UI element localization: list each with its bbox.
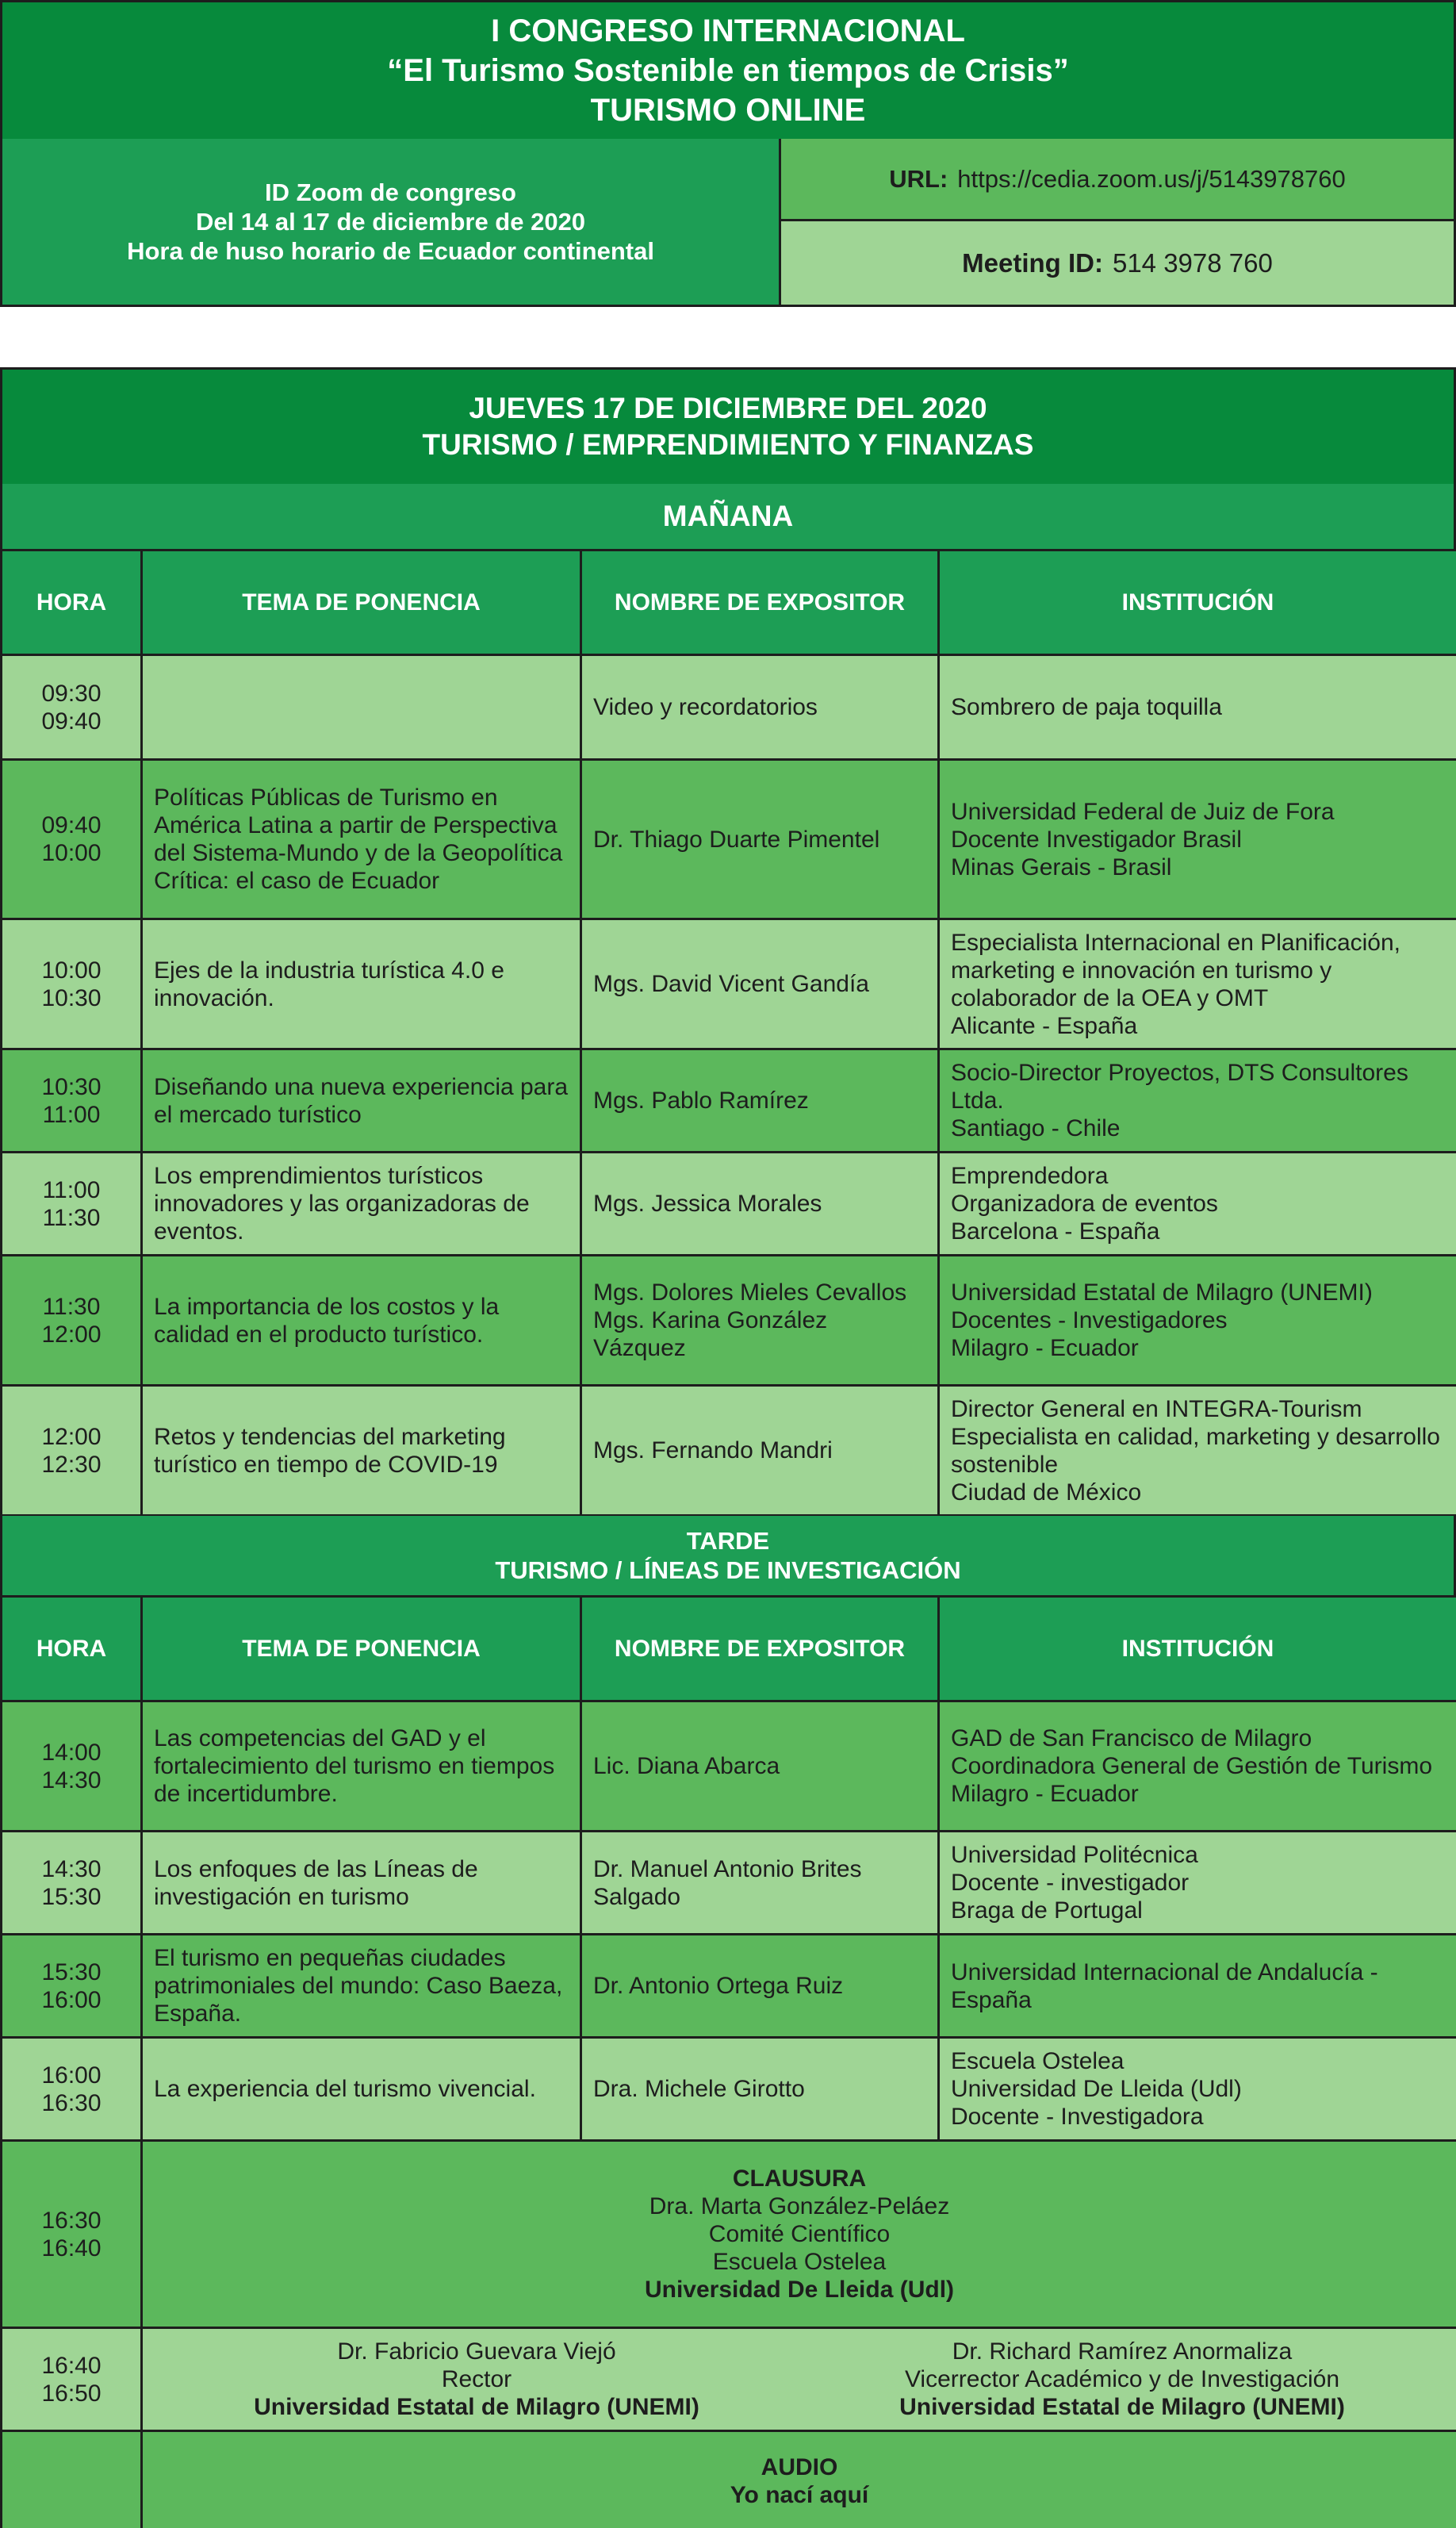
speaker-cell: Mgs. Fernando Mandri [581, 1386, 939, 1516]
institution-line: GAD de San Francisco de Milagro [951, 1725, 1312, 1751]
institution-line: Milagro - Ecuador [951, 1335, 1139, 1361]
institution-line: Minas Gerais - Brasil [951, 854, 1172, 880]
afternoon-section-title [0, 1516, 1456, 1598]
time-cell [2, 1386, 142, 1516]
end-time: 15:30 [41, 1883, 102, 1910]
schedule-row [2, 1049, 1456, 1153]
institution-line: Director General en INTEGRA-Tourism [951, 1395, 1362, 1422]
closing-title: CLAUSURA [732, 2165, 867, 2192]
time-cell [2, 919, 142, 1049]
col-header-hora: HORA [2, 550, 142, 655]
day-title-line-1: JUEVES 17 DE DICIEMBRE DEL 2020 [469, 392, 987, 424]
institution-line: Santiago - Chile [951, 1115, 1121, 1141]
end-time: 16:40 [41, 2235, 102, 2261]
end-time: 10:30 [41, 984, 102, 1011]
institution-line: Docente - investigador [951, 1870, 1190, 1896]
authority-left [254, 2338, 699, 2421]
institution-cell [939, 1701, 1456, 1832]
start-time: 16:30 [41, 2207, 102, 2234]
institution-line: Especialista en calidad, marketing y desarrollo sostenible [951, 1423, 1440, 1478]
zoom-access-panel [781, 139, 1454, 305]
institution-line: Universidad Federal de Juiz de Fora [951, 798, 1335, 825]
closing-cell [142, 2141, 1456, 2328]
speaker-cell: Video y recordatorios [581, 655, 939, 760]
time-cell [2, 1832, 142, 1935]
institution-line: Braga de Portugal [951, 1897, 1143, 1924]
url-label: URL: [889, 164, 948, 193]
day-title-banner [0, 367, 1456, 486]
time-cell-empty [2, 2431, 142, 2528]
institution-line: Coordinadora General de Gestión de Turismo [951, 1753, 1433, 1779]
afternoon-title-line-1: TARDE [686, 1527, 770, 1555]
zoom-url-link[interactable]: https://cedia.zoom.us/j/5143978760 [957, 164, 1346, 193]
time-cell [2, 655, 142, 760]
institution-line: Universidad Politécnica [951, 1842, 1198, 1868]
start-time: 15:30 [41, 1958, 102, 1985]
speaker-cell: Mgs. Dolores Mieles Cevallos Mgs. Karina González Vázquez [581, 1256, 939, 1386]
topic-cell: Los emprendimientos turísticos innovadores y las organizadoras de eventos. [142, 1153, 581, 1256]
institution-line: Escuela Ostelea [951, 2048, 1125, 2074]
institution-cell [939, 655, 1456, 760]
authority-org: Universidad Estatal de Milagro (UNEMI) [254, 2394, 699, 2420]
institution-line: Universidad Estatal de Milagro (UNEMI) [951, 1279, 1373, 1306]
congress-title-banner [0, 0, 1456, 141]
end-time: 11:00 [42, 1101, 101, 1128]
topic-cell: Retos y tendencias del marketing turístico en tiempo de COVID-19 [142, 1386, 581, 1516]
schedule-row [2, 760, 1456, 919]
time-cell [2, 1153, 142, 1256]
authorities-columns [154, 2338, 1445, 2421]
time-cell [2, 1256, 142, 1386]
end-time: 16:50 [41, 2380, 102, 2407]
table-header-row [2, 1597, 1456, 1701]
afternoon-title-line-2: TURISMO / LÍNEAS DE INVESTIGACIÓN [495, 1556, 961, 1584]
audio-title: AUDIO [761, 2453, 838, 2480]
institution-cell [939, 1935, 1456, 2038]
institution-line: Organizadora de eventos [951, 1191, 1218, 1217]
speaker-cell: Dra. Michele Girotto [581, 2038, 939, 2141]
start-time: 10:30 [41, 1073, 102, 1100]
institution-line: Emprendedora [951, 1163, 1109, 1189]
speaker-cell: Dr. Manuel Antonio Brites Salgado [581, 1832, 939, 1935]
time-cell [2, 1935, 142, 2038]
zoom-info-panel [0, 139, 1456, 307]
end-time: 16:00 [41, 1986, 102, 2013]
start-time: 11:00 [42, 1176, 101, 1203]
closing-line: Escuela Ostelea [712, 2249, 887, 2275]
start-time: 09:30 [41, 680, 102, 707]
closing-line: Dra. Marta González-Peláez [649, 2193, 950, 2219]
congress-title-line-3: TURISMO ONLINE [590, 93, 866, 128]
zoom-url-row [781, 139, 1454, 221]
zoom-info-line-2: Del 14 al 17 de diciembre de 2020 [195, 208, 586, 236]
topic-cell: Las competencias del GAD y el fortalecimiento del turismo en tiempos de incertidumbre. [142, 1701, 581, 1832]
zoom-info-line-1: ID Zoom de congreso [265, 178, 516, 206]
meeting-id-row [781, 221, 1454, 305]
schedule-row [2, 1386, 1456, 1516]
end-time: 11:30 [42, 1204, 101, 1231]
authority-role: Rector [441, 2366, 512, 2392]
col-header-expositor: NOMBRE DE EXPOSITOR [581, 550, 939, 655]
institution-cell [939, 1256, 1456, 1386]
authorities-row [2, 2328, 1456, 2431]
meeting-id-label: Meeting ID: [962, 247, 1103, 278]
institution-cell [939, 1832, 1456, 1935]
topic-cell: Políticas Públicas de Turismo en América Latina a partir de Perspectiva del Sistema-Mundo y de la Geopolítica Crítica: el caso de Ecuador [142, 760, 581, 919]
schedule-row [2, 1701, 1456, 1832]
end-time: 16:30 [41, 2089, 102, 2116]
institution-line: Especialista Internacional en Planificación, marketing e innovación en turismo y colaborador de la OEA y OMT [951, 929, 1400, 1011]
institution-line: Docente Investigador Brasil [951, 826, 1242, 853]
closing-row [2, 2141, 1456, 2328]
institution-cell [939, 1153, 1456, 1256]
speaker-cell: Mgs. David Vicent Gandía [581, 919, 939, 1049]
congress-title-line-1: I CONGRESO INTERNACIONAL [491, 13, 965, 48]
schedule-row [2, 2038, 1456, 2141]
institution-cell [939, 1386, 1456, 1516]
closing-org: Universidad De Lleida (Udl) [644, 2277, 955, 2303]
morning-title: MAÑANA [662, 500, 794, 532]
topic-cell: Diseñando una nueva experiencia para el mercado turístico [142, 1049, 581, 1153]
time-cell [2, 2141, 142, 2328]
speaker-cell: Dr. Thiago Duarte Pimentel [581, 760, 939, 919]
col-header-tema: TEMA DE PONENCIA [142, 550, 581, 655]
institution-line: Universidad Internacional de Andalucía - España [951, 1958, 1378, 2013]
topic-cell: Los enfoques de las Líneas de investigación en turismo [142, 1832, 581, 1935]
start-time: 16:00 [41, 2062, 102, 2089]
time-cell [2, 2328, 142, 2431]
zoom-info-line-3: Hora de huso horario de Ecuador continental [127, 237, 654, 265]
congress-title-line-2: “El Turismo Sostenible en tiempos de Crisis” [387, 53, 1069, 88]
schedule-row [2, 1935, 1456, 2038]
institution-line: Universidad De Lleida (Udl) [951, 2076, 1242, 2102]
col-header-hora: HORA [2, 1597, 142, 1701]
speaker-cell: Dr. Antonio Ortega Ruiz [581, 1935, 939, 2038]
end-time: 12:00 [41, 1321, 102, 1348]
topic-cell: El turismo en pequeñas ciudades patrimoniales del mundo: Caso Baeza, España. [142, 1935, 581, 2038]
col-header-tema: TEMA DE PONENCIA [142, 1597, 581, 1701]
col-header-expositor: NOMBRE DE EXPOSITOR [581, 1597, 939, 1701]
table-header-row [2, 550, 1456, 655]
start-time: 12:00 [41, 1423, 102, 1450]
col-header-institucion: INSTITUCIÓN [939, 550, 1456, 655]
authorities-cell [142, 2328, 1456, 2431]
institution-line: Docente - Investigadora [951, 2104, 1204, 2130]
closing-line: Comité Científico [708, 2221, 891, 2247]
time-cell [2, 760, 142, 919]
schedule-row [2, 1153, 1456, 1256]
start-time: 10:00 [41, 957, 102, 984]
end-time: 10:00 [41, 840, 102, 866]
institution-cell [939, 1049, 1456, 1153]
institution-cell [939, 2038, 1456, 2141]
start-time: 14:30 [41, 1855, 102, 1882]
end-time: 14:30 [41, 1767, 102, 1793]
topic-cell [142, 655, 581, 760]
schedule-row [2, 919, 1456, 1049]
institution-cell [939, 919, 1456, 1049]
zoom-info-text [2, 139, 781, 305]
institution-line: Sombrero de paja toquilla [951, 694, 1222, 720]
authority-org: Universidad Estatal de Milagro (UNEMI) [899, 2394, 1345, 2420]
morning-section-title [0, 484, 1456, 551]
authority-name: Dr. Richard Ramírez Anormaliza [952, 2338, 1293, 2365]
schedule-row [2, 655, 1456, 760]
speaker-cell: Lic. Diana Abarca [581, 1701, 939, 1832]
meeting-id-value: 514 3978 760 [1112, 247, 1273, 278]
time-cell [2, 1049, 142, 1153]
speaker-cell: Mgs. Jessica Morales [581, 1153, 939, 1256]
afternoon-schedule-table [0, 1595, 1456, 2528]
topic-cell: Ejes de la industria turística 4.0 e innovación. [142, 919, 581, 1049]
col-header-institucion: INSTITUCIÓN [939, 1597, 1456, 1701]
topic-cell: La importancia de los costos y la calidad en el producto turístico. [142, 1256, 581, 1386]
start-time: 09:40 [41, 812, 102, 838]
schedule-row [2, 1832, 1456, 1935]
institution-line: Milagro - Ecuador [951, 1781, 1139, 1807]
institution-line: Alicante - España [951, 1012, 1138, 1039]
authority-name: Dr. Fabricio Guevara Viejó [337, 2338, 616, 2365]
institution-line: Ciudad de México [951, 1479, 1142, 1506]
time-cell [2, 1701, 142, 1832]
authority-role: Vicerrector Académico y de Investigación [904, 2366, 1340, 2392]
topic-cell: La experiencia del turismo vivencial. [142, 2038, 581, 2141]
start-time: 11:30 [42, 1293, 101, 1320]
audio-row [2, 2431, 1456, 2528]
institution-line: Barcelona - España [951, 1218, 1160, 1245]
institution-line: Socio-Director Proyectos, DTS Consultores Ltda. [951, 1060, 1408, 1114]
day-title-line-2: TURISMO / EMPRENDIMIENTO Y FINANZAS [422, 428, 1034, 461]
start-time: 14:00 [41, 1739, 102, 1766]
institution-line: Docentes - Investigadores [951, 1307, 1228, 1333]
institution-cell [939, 760, 1456, 919]
time-cell [2, 2038, 142, 2141]
audio-cell [142, 2431, 1456, 2528]
audio-subtitle: Yo nací aquí [730, 2481, 869, 2508]
authority-right [899, 2338, 1345, 2421]
schedule-row [2, 1256, 1456, 1386]
morning-schedule-table [0, 549, 1456, 1517]
start-time: 16:40 [41, 2352, 102, 2379]
end-time: 09:40 [41, 708, 102, 735]
end-time: 12:30 [41, 1451, 102, 1478]
speaker-cell: Mgs. Pablo Ramírez [581, 1049, 939, 1153]
